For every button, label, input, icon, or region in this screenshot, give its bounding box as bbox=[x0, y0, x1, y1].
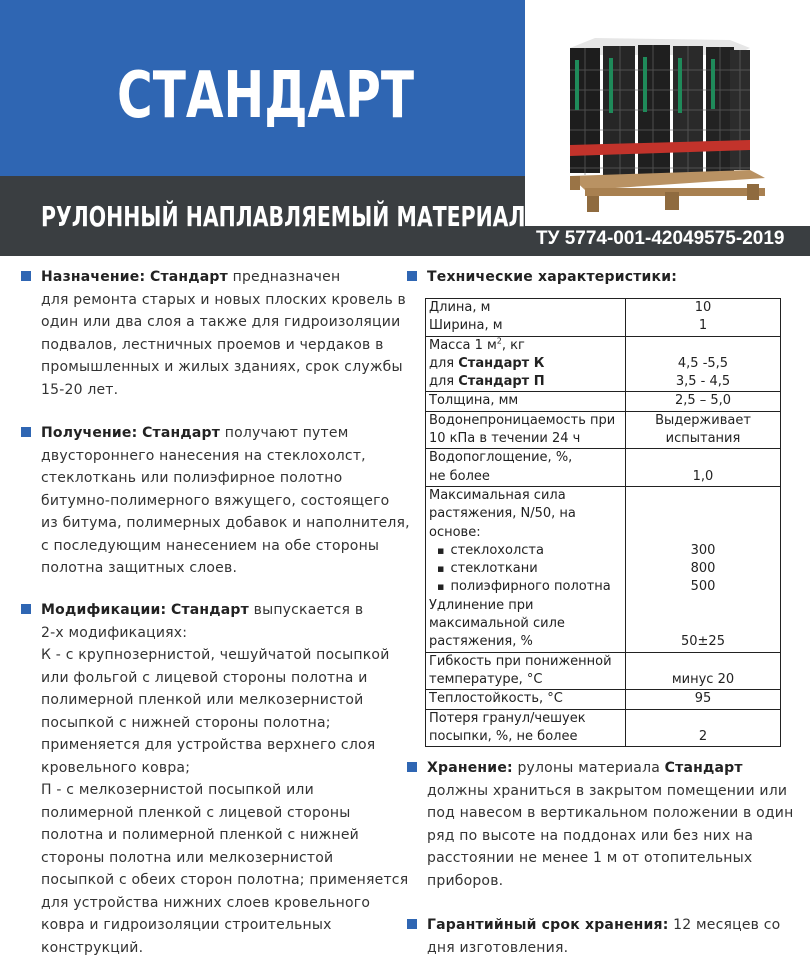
table-row bbox=[426, 392, 781, 411]
storage-line: расстоянии не менее 1 м от отопительных bbox=[427, 850, 753, 866]
table-cell: Водопоглощение, %, не более bbox=[426, 449, 626, 487]
warranty-heading: Гарантийный срок хранения: bbox=[427, 917, 669, 933]
purpose-brand: Стандарт bbox=[149, 269, 228, 285]
modifications-line: ковра и гидроизоляции строительных bbox=[41, 917, 332, 933]
production-line: битумно-полимерного вяжущего, состоящего bbox=[41, 492, 390, 509]
storage-line: приборов. bbox=[427, 872, 504, 889]
modifications-line: 2-х модификациях: bbox=[41, 624, 188, 641]
production-line: двустороннего нанесения на стеклохолст, bbox=[41, 447, 366, 464]
purpose-line: промышленных и жилых зданиях, срок службы bbox=[41, 359, 403, 375]
table-row bbox=[426, 336, 781, 392]
table-row bbox=[426, 411, 781, 449]
production-brand: Стандарт bbox=[142, 425, 221, 441]
modifications-line: К - с крупнозернистой, чешуйчатой посыпкой bbox=[41, 647, 390, 663]
modifications-heading: Модификации: bbox=[41, 602, 167, 618]
bullet-icon bbox=[407, 919, 417, 929]
purpose-line: предназначен bbox=[227, 269, 341, 285]
modifications-brand: Стандарт bbox=[170, 602, 249, 618]
modifications-line: кровельного ковра; bbox=[41, 759, 191, 776]
modifications-line: выпускается в bbox=[248, 602, 364, 618]
modifications-line: полимерной пленкой с лицевой стороны bbox=[41, 804, 351, 821]
table-cell: 300 800 500 50±25 bbox=[626, 486, 781, 652]
table-row bbox=[426, 652, 781, 690]
storage-line: под навесом в вертикальном положении в один bbox=[427, 805, 794, 821]
table-cell: Теплостойкость, °С bbox=[426, 690, 626, 709]
specs-heading: Технические характеристики: bbox=[427, 269, 678, 285]
table-cell: Выдерживает испытания bbox=[626, 411, 781, 449]
production-line: полотна защитных слоев. bbox=[41, 560, 238, 576]
table-cell: 2 bbox=[626, 709, 781, 747]
modifications-line: полимерной пленкой или мелкозернистой bbox=[41, 692, 364, 708]
table-cell: 2,5 – 5,0 bbox=[626, 392, 781, 411]
bullet-icon bbox=[21, 271, 31, 281]
tu-code: ТУ 5774-001-42049575-2019 bbox=[536, 228, 785, 249]
table-cell: 4,5 -5,5 3,5 - 4,5 bbox=[626, 336, 781, 392]
table-cell: 95 bbox=[626, 690, 781, 709]
modifications-line: применяется для устройства верхнего слоя bbox=[41, 737, 376, 753]
section-storage bbox=[427, 757, 797, 892]
table-cell: Максимальная сила растяжения, N/50, на основе: ▪ стеклохолста ▪ стеклоткани ▪ полиэфирного полотна Удлинение при максимальной силе растяжения, % bbox=[426, 486, 626, 652]
table-row bbox=[426, 486, 781, 652]
table-row bbox=[426, 299, 781, 337]
bullet-icon bbox=[407, 762, 417, 772]
table-cell: 1,0 bbox=[626, 449, 781, 487]
purpose-line: для ремонта старых и новых плоских кровель в bbox=[41, 291, 407, 308]
section-modifications bbox=[41, 599, 411, 959]
page-subtitle: РУЛОННЫЙ НАПЛАВЛЯЕМЫЙ МАТЕРИАЛ bbox=[41, 200, 526, 233]
table-row bbox=[426, 449, 781, 487]
bullet-icon bbox=[21, 604, 31, 614]
production-line: получают путем bbox=[220, 425, 349, 441]
table-row bbox=[426, 690, 781, 709]
purpose-line: 15-20 лет. bbox=[41, 381, 119, 398]
bullet-icon bbox=[407, 271, 417, 281]
production-line: с последующим нанесением на обе стороны bbox=[41, 537, 380, 554]
section-specs bbox=[427, 266, 787, 289]
table-cell: Водонепроницаемость при 10 кПа в течении 24 ч bbox=[426, 411, 626, 449]
table-cell: Масса 1 $м^2$, кг для Стандарт К для Стандарт П bbox=[426, 336, 626, 392]
section-production bbox=[41, 422, 411, 580]
page-title: СТАНДАРТ bbox=[117, 59, 415, 133]
table-cell: 10 1 bbox=[626, 299, 781, 337]
table-cell: Потеря гранул/чешуек посыпки, %, не более bbox=[426, 709, 626, 747]
storage-brand: Стандарт bbox=[664, 760, 743, 776]
warranty-line: дня изготовления. bbox=[427, 939, 569, 956]
purpose-line: подвалов, лестничных проемов и чердаков в bbox=[41, 336, 384, 353]
storage-line: рулоны материала bbox=[512, 760, 665, 776]
modifications-line: полотна и полимерной пленкой с нижней bbox=[41, 827, 359, 843]
warranty-line: 12 месяцев со bbox=[668, 917, 781, 933]
table-cell: Длина, м Ширина, м bbox=[426, 299, 626, 337]
storage-line: ряд по высоте на поддонах или без них на bbox=[427, 827, 754, 844]
pallet-rolls-image bbox=[525, 0, 810, 226]
purpose-heading: Назначение: bbox=[41, 269, 146, 285]
table-row bbox=[426, 709, 781, 747]
specs-table bbox=[425, 298, 781, 747]
purpose-line: один или два слоя а также для гидроизоляции bbox=[41, 314, 401, 330]
modifications-line: посыпкой с нижней стороны полотна; bbox=[41, 714, 331, 731]
modifications-line: конструкций. bbox=[41, 939, 144, 956]
modifications-line: для устройства нижних слоев кровельного bbox=[41, 894, 371, 911]
table-cell: минус 20 bbox=[626, 652, 781, 690]
modifications-line: стороны полотна или мелкозернистой bbox=[41, 849, 334, 866]
storage-line: должны храниться в закрытом помещении или bbox=[427, 782, 788, 799]
section-warranty bbox=[427, 914, 797, 959]
product-photo bbox=[525, 0, 810, 226]
production-heading: Получение: bbox=[41, 425, 138, 441]
table-cell: Толщина, мм bbox=[426, 392, 626, 411]
modifications-line: посыпкой с обеих сторон полотна; применяется bbox=[41, 872, 409, 888]
modifications-line: или фольгой с лицевой стороны полотна и bbox=[41, 669, 368, 686]
production-line: стеклоткань или полиэфирное полотно bbox=[41, 470, 343, 486]
production-line: из битума, полимерных добавок и наполнителя, bbox=[41, 515, 410, 531]
section-purpose bbox=[41, 266, 411, 401]
bullet-icon bbox=[21, 427, 31, 437]
modifications-line: П - с мелкозернистой посыпкой или bbox=[41, 782, 314, 798]
table-cell: Гибкость при пониженной температуре, °С bbox=[426, 652, 626, 690]
storage-heading: Хранение: bbox=[427, 760, 513, 776]
